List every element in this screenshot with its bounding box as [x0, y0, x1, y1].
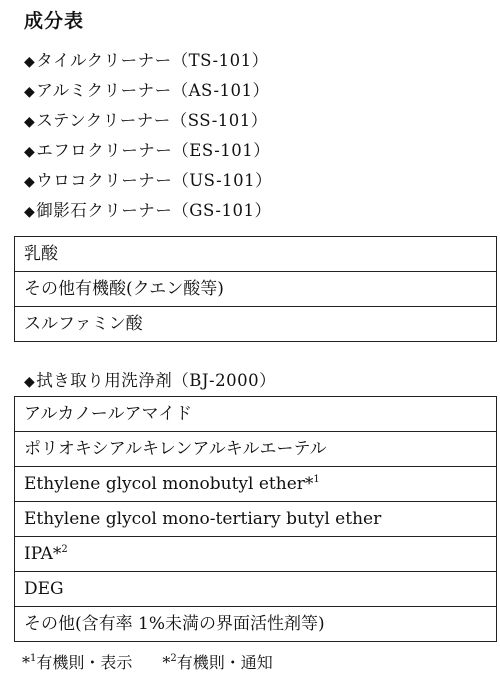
ingredient-name: ポリオキシアルキレンアルキルエーテル [24, 439, 327, 459]
ingredient-cell [15, 537, 497, 572]
product-item [24, 76, 272, 106]
footnote-number: 2 [170, 653, 177, 664]
footnote-text: 有機則・通知 [176, 653, 273, 672]
table-row [15, 607, 497, 642]
ingredient-table-wipe-cleaner [14, 396, 497, 642]
footnote [22, 653, 132, 672]
section-title: 拭き取り用洗浄剤（BJ-2000） [36, 371, 277, 390]
footnotes [22, 650, 273, 676]
table-row [15, 502, 497, 537]
ingredient-table-cleaners [14, 236, 497, 342]
ingredient-cell: スルファミン酸 [15, 307, 497, 342]
ingredient-cell [15, 397, 497, 432]
footnote-mark: * [52, 544, 62, 564]
ingredient-cell: 乳酸 [15, 237, 497, 272]
ingredient-cell [15, 572, 497, 607]
product-item [24, 136, 272, 166]
product-name: 御影石クリーナー（GS-101） [36, 201, 272, 220]
table-row [15, 467, 497, 502]
product-name: アルミクリーナー（AS-101） [36, 81, 270, 100]
ingredient-cell [15, 467, 497, 502]
footnote-number: 2 [61, 544, 68, 555]
table-row [15, 307, 497, 342]
ingredient-cell [15, 432, 497, 467]
product-item [24, 106, 272, 136]
footnote-mark: * [304, 474, 314, 494]
diamond-bullet-icon: ◆ [24, 114, 36, 130]
product-item [24, 46, 272, 76]
footnote-text: 有機則・表示 [36, 653, 133, 672]
product-name: ウロコクリーナー（US-101） [36, 171, 273, 190]
diamond-bullet-icon: ◆ [24, 174, 36, 190]
ingredient-cell [15, 502, 497, 537]
ingredient-name: アルカノールアマイド [24, 404, 193, 424]
footnote-number: 1 [313, 474, 320, 485]
footnote-mark: * [162, 653, 171, 672]
ingredient-name: その他(含有率 1%未満の界面活性剤等) [24, 614, 325, 634]
product-name: エフロクリーナー（ES-101） [36, 141, 271, 160]
diamond-bullet-icon: ◆ [24, 144, 36, 160]
diamond-bullet-icon: ◆ [24, 204, 36, 220]
product-item [24, 166, 272, 196]
table-row [15, 572, 497, 607]
ingredient-name: DEG [24, 579, 64, 599]
diamond-bullet-icon: ◆ [24, 374, 36, 390]
footnote-number: 1 [30, 653, 37, 664]
table-row [15, 272, 497, 307]
product-name: タイルクリーナー（TS-101） [36, 51, 269, 70]
diamond-bullet-icon: ◆ [24, 84, 36, 100]
ingredient-name: IPA [24, 544, 53, 564]
product-name: ステンクリーナー（SS-101） [36, 111, 268, 130]
ingredient-cell: その他有機酸(クエン酸等) [15, 272, 497, 307]
table-row [15, 432, 497, 467]
footnote-mark: * [22, 653, 30, 672]
section-heading [24, 366, 276, 397]
table-row [15, 537, 497, 572]
page-title: 成分表 [24, 10, 85, 32]
product-list [24, 46, 272, 226]
footnote [162, 653, 272, 672]
ingredient-name: Ethylene glycol monobutyl ether [24, 474, 305, 494]
table-row [15, 397, 497, 432]
table-row [15, 237, 497, 272]
diamond-bullet-icon: ◆ [24, 54, 36, 70]
product-item [24, 196, 272, 226]
ingredient-cell [15, 607, 497, 642]
ingredient-name: Ethylene glycol mono-tertiary butyl ether [24, 509, 382, 529]
